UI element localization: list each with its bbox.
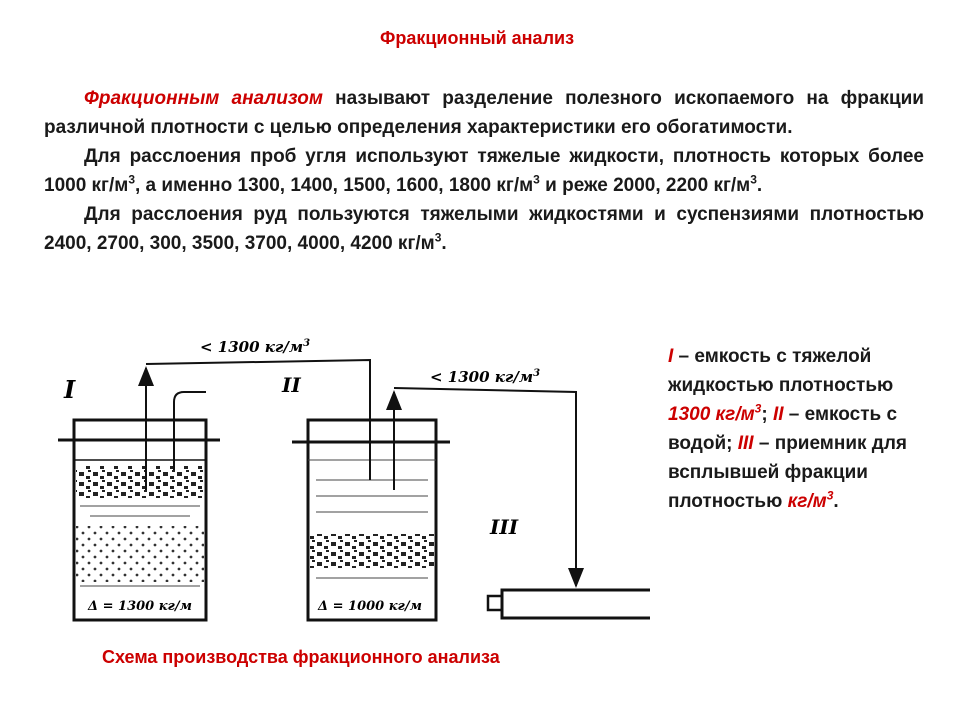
superscript: 3 <box>826 488 834 503</box>
superscript: 3 <box>533 172 540 187</box>
page-title: Фракционный анализ <box>379 28 575 48</box>
paragraph-ore <box>44 200 924 258</box>
coal-text-2: , а именно 1300, 1400, 1500, 1600, 1800 кг/м <box>135 175 534 196</box>
body-text <box>44 84 924 258</box>
legend-text-1: – емкость с тяжелой жидкостью плотностью <box>668 346 894 396</box>
legend-text-3: – емкость с водой; <box>668 404 898 454</box>
tank-i-density: Δ = 1300 кг/м <box>88 599 192 614</box>
coal-text-4: . <box>756 175 763 196</box>
paragraph-definition <box>44 84 924 142</box>
legend-label-i: I <box>668 346 674 367</box>
tank-i <box>58 420 220 620</box>
label-i: I <box>64 375 76 404</box>
figure-caption: Схема производства фракционного анализа <box>102 647 500 667</box>
defined-term: Фракционным анализом <box>84 88 323 109</box>
paragraph-coal <box>44 142 924 200</box>
arrow-label-2: < 1300 $кг/м^3$ <box>430 368 541 386</box>
definition-text: называют разделение полезного ископаемого на фракции различной плотности с целью определения характеристики его обогатимости. <box>44 88 924 138</box>
label-ii: II <box>282 373 301 397</box>
legend-density-2: кг/м <box>787 491 827 512</box>
superscript: 3 <box>754 401 762 416</box>
coal-text-3: и реже 2000, 2200 кг/м <box>539 175 751 196</box>
superscript: 3 <box>750 172 757 187</box>
legend-label-ii: II <box>772 404 784 425</box>
legend-text-4: – приемник для всплывшей фракции плотностью <box>668 433 908 512</box>
superscript: 3 <box>434 230 442 245</box>
legend-density-1: 1300 кг/м <box>668 404 755 425</box>
legend-text-5: . <box>833 491 839 512</box>
diagram-legend <box>668 342 930 516</box>
receiver-iii <box>488 590 650 618</box>
superscript: 3 <box>128 172 135 187</box>
coal-text-1: Для расслоения проб угля используют тяжелые жидкости, плотность которых более 1000 кг/м <box>44 146 924 196</box>
tank-ii-density: Δ = 1000 кг/м <box>318 599 422 614</box>
arrow-label-1: < 1300 $кг/м^3$ <box>200 338 311 356</box>
ore-text-2: . <box>441 233 447 254</box>
ore-text-1: Для расслоения руд пользуются тяжелыми жидкостями и суспензиями плотностью 2400, 2700, 300, 3500, 3700, 4000, 4200 кг/м <box>44 204 924 254</box>
label-iii: III <box>490 515 519 539</box>
legend-text-2: ; <box>761 404 773 425</box>
legend-label-iii: III <box>737 433 754 454</box>
process-diagram <box>50 320 650 640</box>
